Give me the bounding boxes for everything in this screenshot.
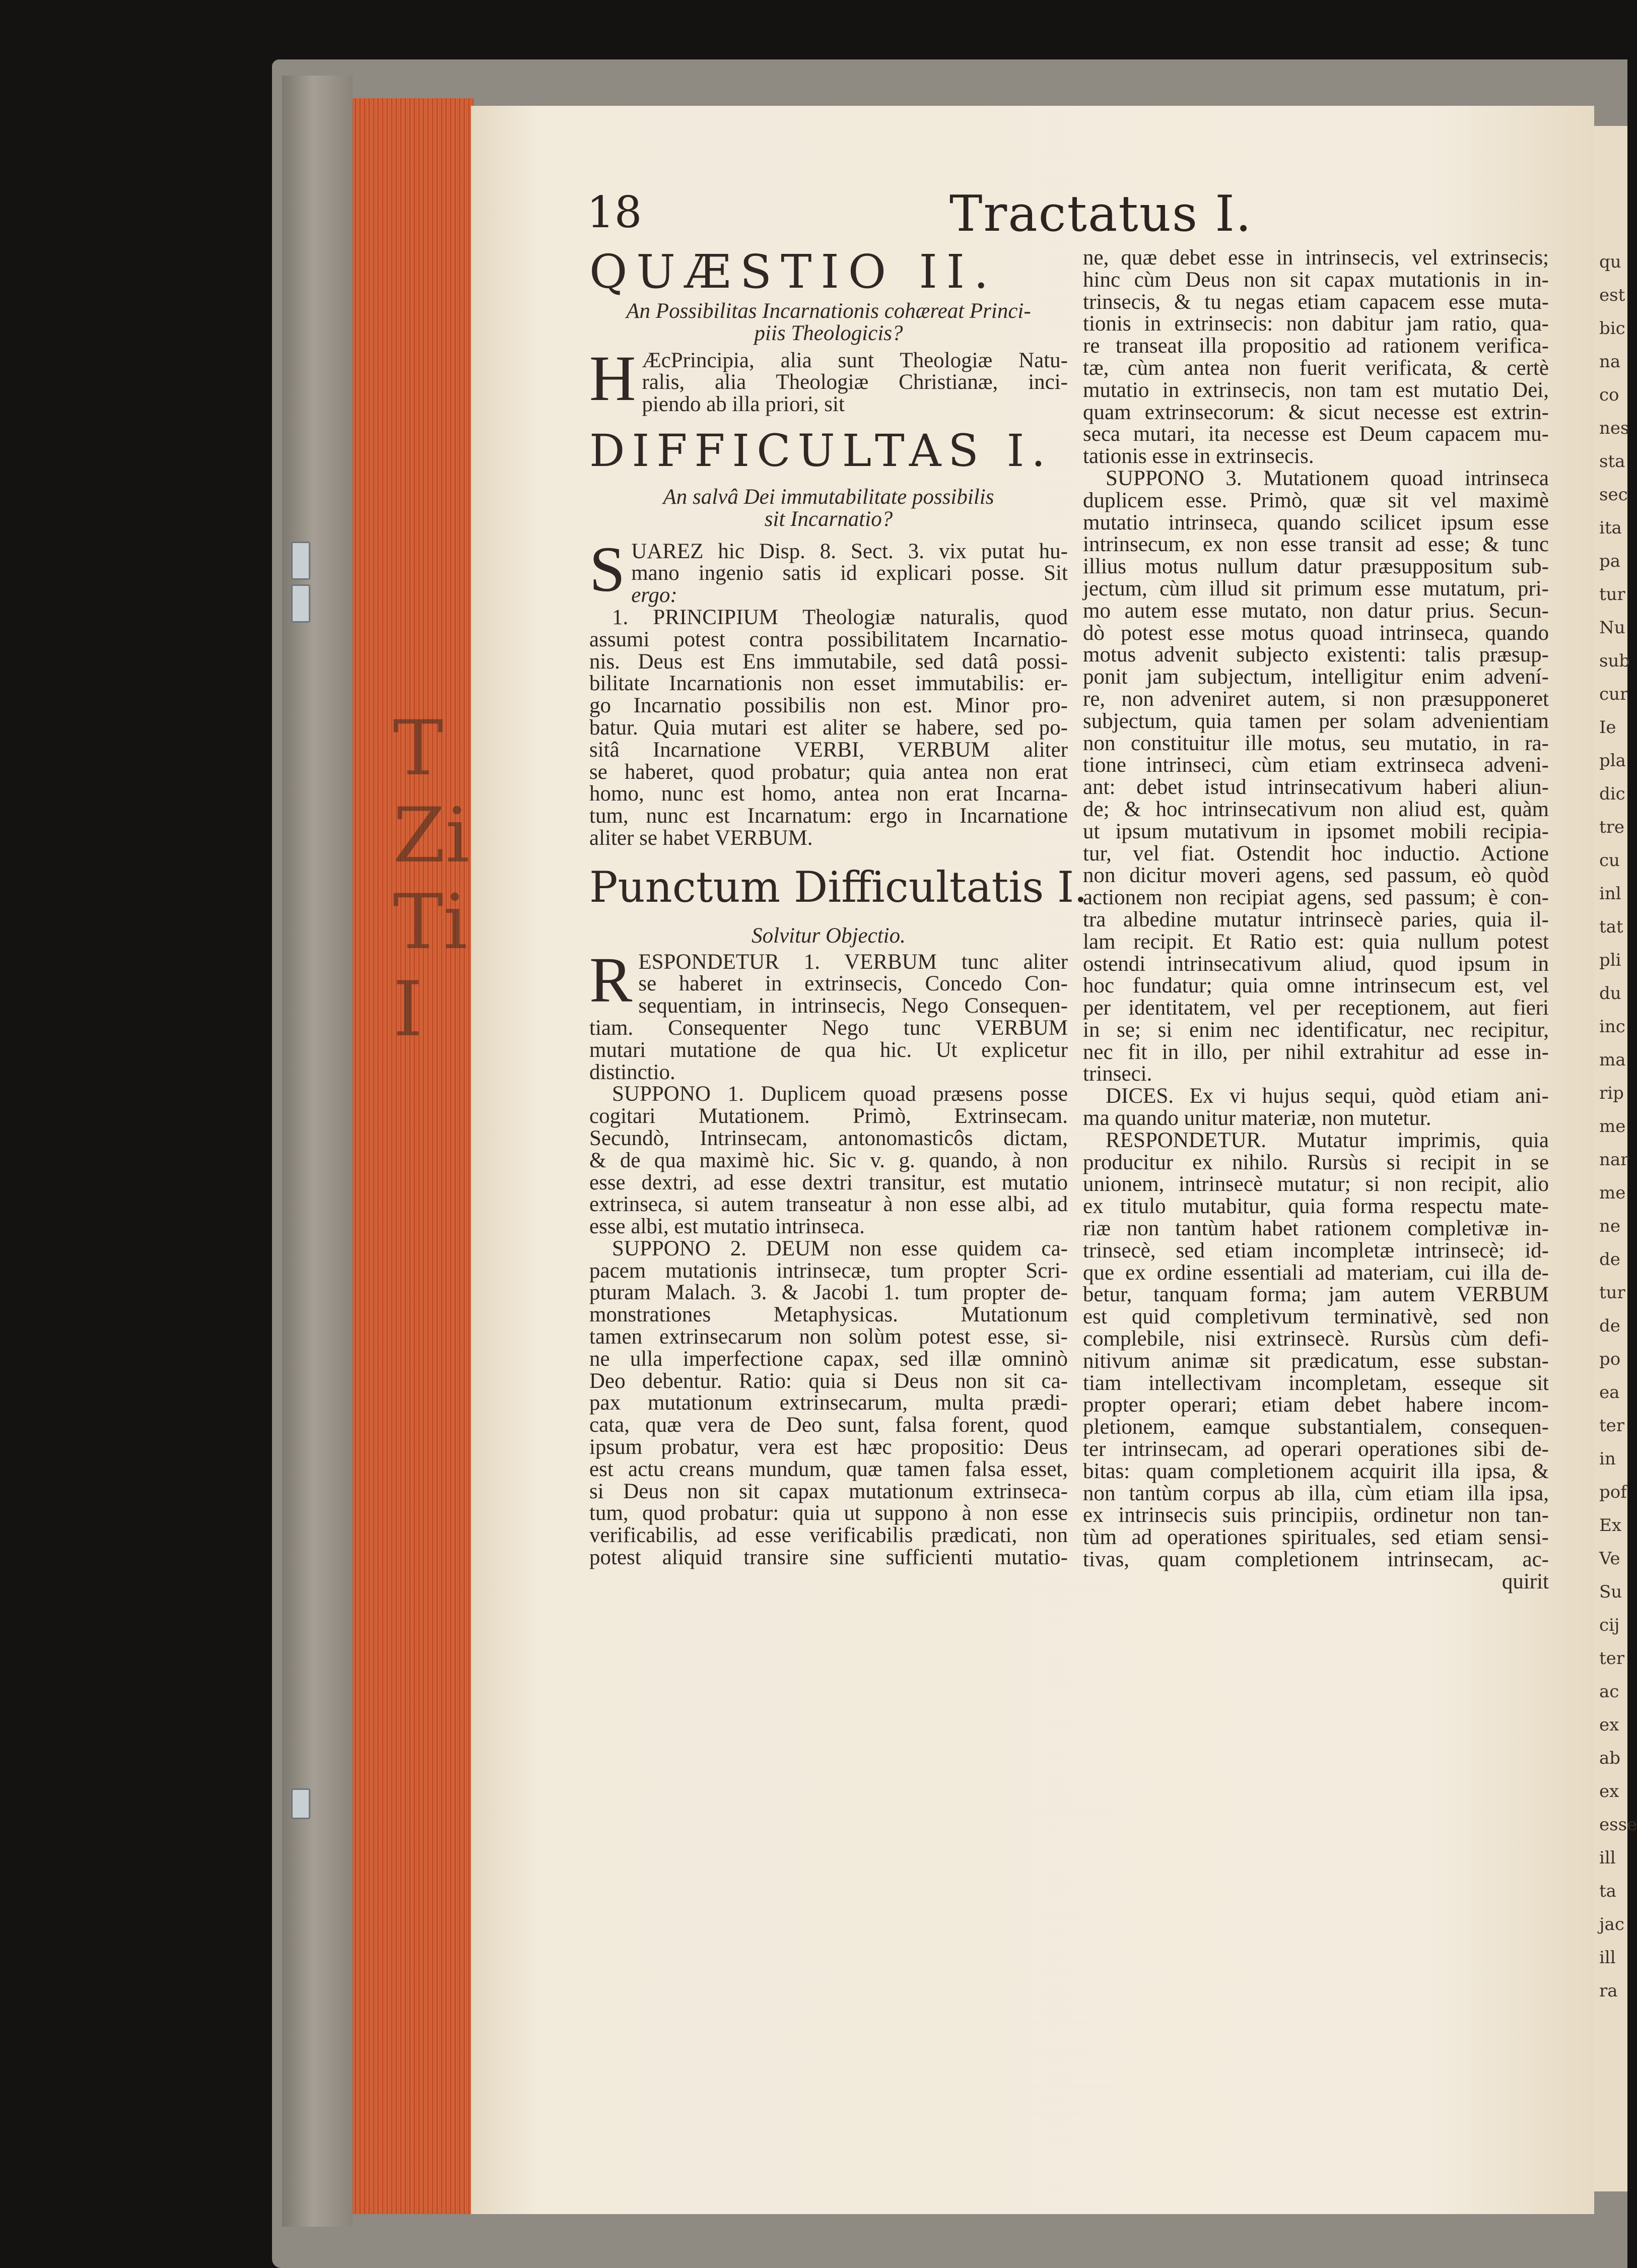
text-line: DICES. Ex vi hujus sequi, quòd etiam ani- [1106, 1084, 1549, 1108]
text-line: ralis, alia Theologiæ Christianæ, inci- [642, 370, 1068, 394]
difficultas-question: An salvâ Dei immutabilitate possibilis [663, 485, 994, 509]
text-line: trinsecè, sed etiam incompletæ intrinsecè; id- [1083, 1238, 1549, 1262]
solvitur-heading: Solvitur Objectio. [752, 923, 906, 948]
text-line: sequentiam, in intrinsecis, Nego Consequen- [638, 994, 1068, 1018]
facing-page-fragment: ita [1599, 518, 1622, 538]
text-line: piendo ab illa priori, sit [642, 392, 845, 417]
text-line: tum, quod probatur: quia ut suppono à non esse [589, 1501, 1068, 1525]
text-line: ostendi intrinsecativum aliud, quod ipsum in [1083, 952, 1549, 976]
facing-page-fragment: pof [1599, 1482, 1627, 1502]
text-line: homo, nunc est homo, antea non erat Incarna- [589, 782, 1068, 806]
text-line: distinctio. [589, 1060, 675, 1084]
text-line: mutatio intrinseca, quando scilicet ipsum esse [1083, 510, 1549, 535]
facing-page-fragment: ill [1599, 1848, 1616, 1868]
dices-paragraph [1083, 1085, 1549, 1129]
text-line: hoc fundatur; quia omne intrinsecum est, vel [1083, 974, 1549, 998]
text-line: jectum, cùm illud sit primum esse mutatum, pri- [1083, 576, 1549, 601]
facing-page-fragment: ill [1599, 1948, 1616, 1968]
text-line: se haberet in extrinsecis, Concedo Con- [638, 972, 1068, 996]
text-line: ne ulla imperfectione capax, sed illæ omninò [589, 1347, 1068, 1371]
text-line: nis. Deus est Ens immutabile, sed datâ possi- [589, 649, 1068, 674]
text-line: si Deus non sit capax mutationum extrinseca- [589, 1479, 1068, 1503]
facing-page-fragment: pli [1599, 950, 1621, 970]
text-line: ma quando unitur materiæ, non mutetur. [1083, 1106, 1431, 1130]
text-line: batur. Quia mutari est aliter se habere, sed po- [589, 715, 1068, 740]
text-line: de; & hoc intrinsecativum non aliud est, quàm [1083, 797, 1549, 821]
text-line: per identitatem, vel per receptionem, aut fieri [1083, 996, 1549, 1020]
text-line: ponit jam subjectum, intelligitur enim advení- [1083, 665, 1549, 689]
facing-page-fragment: ra [1599, 1981, 1618, 2001]
facing-page-fragment: est [1599, 285, 1625, 305]
text-line: pletionem, eamque substantialem, consequen- [1083, 1415, 1549, 1439]
facing-page-fragment: tre [1599, 817, 1625, 837]
facing-page-fragment: tat [1599, 917, 1623, 937]
facing-page-fragment: inc [1599, 1017, 1625, 1037]
suppono2-paragraph [589, 1238, 1068, 1569]
clasp-lower [291, 1788, 310, 1819]
text-line: duplicem esse. Primò, quæ sit vel maximè [1083, 488, 1549, 512]
facing-page-fragment: qu [1599, 252, 1621, 272]
facing-page-fragment: ta [1599, 1881, 1616, 1901]
text-line: RESPONDETUR. Mutatur imprimis, quia [1106, 1128, 1549, 1152]
text-line: UAREZ hic Disp. 8. Sect. 3. vix putat hu- [631, 539, 1068, 563]
cover-spine-edge [282, 76, 353, 2227]
text-line: re, non adveniret autem, si non præsupponeret [1083, 687, 1549, 711]
facing-page-fragment: Ex [1599, 1515, 1621, 1536]
facing-page-fragment: ab [1599, 1748, 1621, 1768]
text-line: illius motus nullum datur præsuppositum sub- [1083, 555, 1549, 579]
facing-page-fragment: Ie [1599, 717, 1616, 738]
text-line: in se; si enim nec identificatur, nec recipitur, [1083, 1018, 1549, 1042]
text-line: lam recipit. Et Ratio est: quia nullum potest [1083, 929, 1549, 954]
facing-page-fragment: tur [1599, 584, 1625, 605]
text-line: SUPPONO 2. DEUM non esse quidem ca- [612, 1236, 1068, 1260]
clasp-top [291, 542, 310, 580]
text-line: 1. PRINCIPIUM Theologiæ naturalis, quod [612, 605, 1068, 629]
text-line: bilitate Incarnationis non esset immutabilis: er- [589, 672, 1068, 696]
text-line: trinsecis, & tu negas etiam capacem esse muta- [1083, 290, 1549, 314]
text-line: potest aliquid transire sine sufficienti mutatio- [589, 1546, 1068, 1570]
text-line: non tantùm corpus ab illa, cùm etiam illa ipsa, [1083, 1481, 1549, 1505]
text-line: mo autem esse mutato, non datur prius. Secun- [1083, 598, 1549, 623]
text-line: est actu creans mundum, quæ tamen falsa esset, [589, 1457, 1068, 1481]
facing-page-fragment: ma [1599, 1050, 1626, 1070]
text-line: esse dextri, ad esse dextri transitur, est mutatio [589, 1170, 1068, 1194]
text-line: ex intrinsecis suis principiis, ordinetur non tan- [1083, 1503, 1549, 1527]
facing-page-fragment: cij [1599, 1615, 1620, 1635]
text-line: ipsum probatur, vera est hæc propositio: Deus [589, 1435, 1068, 1459]
text-line: hinc cùm Deus non sit capax mutationis in in- [1083, 268, 1549, 292]
facing-page-fragment: cu [1599, 850, 1620, 871]
facing-page-fragment: inl [1599, 884, 1621, 904]
bleed-through-text: T Zi Ti I [393, 705, 470, 1053]
facing-page-fragment: dic [1599, 784, 1625, 804]
text-line: tur, vel fiat. Ostendit hoc inductio. Actione [1083, 841, 1549, 865]
facing-page-fragment: esse [1599, 1815, 1637, 1835]
suppono1-paragraph [589, 1083, 1068, 1238]
text-line: assumi potest contra possibilitatem Incarnatio- [589, 627, 1068, 651]
text-line: aliter se habet VERBUM. [589, 826, 813, 850]
text-line: verificabilis, ad esse verificabilis prædicati, non [589, 1523, 1068, 1548]
text-line: pacem mutationis intrinsecæ, tum propter Scri- [589, 1258, 1068, 1283]
text-line: bitas: quam completionem acquirit illa ipsa, & [1083, 1459, 1549, 1483]
facing-page-fragment: pa [1599, 551, 1621, 571]
text-line: mutatio in extrinsecis, non tam est mutatio Dei, [1083, 378, 1549, 402]
facing-page-fragment: in [1599, 1449, 1616, 1469]
facing-page-fragment: me [1599, 1116, 1626, 1137]
text-line: ut ipsum mutativum in ipsomet mobili recipia- [1083, 819, 1549, 843]
facing-page-fragment: bic [1599, 318, 1625, 339]
page-edges-red [353, 98, 473, 2214]
text-line: ESPONDETUR 1. VERBUM tunc aliter [638, 950, 1068, 974]
facing-page-fragment: nar [1599, 1150, 1629, 1170]
facing-page-fragment: de [1599, 1316, 1620, 1336]
principium-paragraph [589, 607, 1068, 849]
text-line: monstrationes Metaphysicas. Mutationum [589, 1303, 1068, 1327]
right-column [1083, 247, 1549, 1593]
text-line: ant: debet istud intrinsecativum haberi aliun- [1083, 775, 1549, 799]
text-line: tiam. Consequenter Nego tunc VERBUM [589, 1016, 1068, 1040]
text-line: actionem non recipiat agens, sed passum; è con- [1083, 886, 1549, 910]
text-line: pax mutationum extrinsecarum, multa prædi- [589, 1391, 1068, 1415]
text-line: motus advenit subjecto existenti: talis præsup- [1083, 643, 1549, 667]
text-line: quam extrinsecorum: & sicut necesse est extrin- [1083, 400, 1549, 424]
facing-page-fragment: Nu [1599, 618, 1625, 638]
facing-page-fragment: ea [1599, 1382, 1620, 1403]
text-line: subjectum, quia tamen per solam advenientiam [1083, 709, 1549, 733]
text-line: ne, quæ debet esse in intrinsecis, vel extrinsecis; [1083, 246, 1549, 270]
facing-page-fragment: ex [1599, 1781, 1619, 1802]
facing-page-fragment: po [1599, 1349, 1621, 1369]
text-line: extrinseca, si autem transeatur à non esse albi, ad [589, 1192, 1068, 1217]
difficultas-title: DIFFICULTAS I. [589, 424, 1053, 477]
text-line: cogitari Mutationem. Primò, Extrinsecam. [589, 1104, 1068, 1128]
left-column [589, 245, 1087, 1570]
text-line: est quid completivum terminativè, sed non [1083, 1305, 1549, 1329]
text-line: que ex ordine essentiali ad materiam, cui illa de- [1083, 1260, 1549, 1285]
text-line: tionis in extrinsecis: non dabitur jam ratio, qua- [1083, 312, 1549, 336]
question-line: piis Theologicis? [754, 321, 903, 345]
running-head: Tractatus I. [949, 185, 1253, 243]
text-line: trinseci. [1083, 1062, 1152, 1086]
text-line: se haberet, quod probatur; quia antea non erat [589, 760, 1068, 784]
text-line: propter operari; etiam debet habere incom- [1083, 1393, 1549, 1417]
text-line: SUPPONO 1. Duplicem quoad præsens posse [612, 1082, 1068, 1106]
facing-page-fragment: ac [1599, 1682, 1619, 1702]
text-line: ÆcPrincipia, alia sunt Theologiæ Natu- [642, 348, 1068, 372]
text-line: nitivum animæ sit prædicatum, esse substan- [1083, 1349, 1549, 1373]
facing-page-fragment: na [1599, 352, 1621, 372]
respondetur-paragraph [589, 944, 1068, 1084]
text-line: ter intrinsecam, ad operari operationes sibi de- [1083, 1437, 1549, 1461]
drop-cap: R [589, 944, 633, 1016]
text-line: & de qua maximè hic. Sic v. g. quando, à non [589, 1148, 1068, 1172]
facing-page-fragment: sta [1599, 451, 1625, 472]
page-number: 18 [587, 187, 642, 238]
text-line: sitâ Incarnatione VERBI, VERBUM aliter [589, 738, 1068, 762]
facing-page-fragment: du [1599, 983, 1621, 1004]
facing-page-fragment: me [1599, 1183, 1626, 1203]
continuation-paragraph [1083, 247, 1549, 468]
clasp-bottom [291, 584, 310, 623]
text-line: producitur ex nihilo. Rursùs si recipit in se [1083, 1150, 1549, 1174]
text-line: go Incarnatio possibilis non est. Minor pro- [589, 694, 1068, 718]
text-line: mano ingenio satis id explicari posse. Sit [631, 561, 1068, 585]
punctum-title: Punctum Difficultatis I. [589, 862, 1087, 912]
text-line: Secundò, Intrinsecam, antonomasticôs dictam, [589, 1126, 1068, 1150]
text-line: betur, tanquam forma; jam autem VERBUM [1083, 1283, 1549, 1307]
facing-page-fragment: Su [1599, 1582, 1622, 1602]
facing-page-fragment: co [1599, 385, 1619, 405]
facing-page-fragment: pla [1599, 751, 1626, 771]
text-line: intrinsecum, ex non esse transit ad esse; & tunc [1083, 532, 1549, 557]
text-line: unionem, intrinsecè mutatur; si non recipit, alio [1083, 1172, 1549, 1196]
text-line: tum, nunc est Incarnatum: ergo in Incarnatione [589, 804, 1068, 828]
facing-page-fragment: tur [1599, 1283, 1625, 1303]
text-line: complebile, nisi extrinsecè. Rursùs cùm defi- [1083, 1327, 1549, 1351]
text-line: dò potest esse motus quoad intrinseca, quando [1083, 621, 1549, 645]
difficultas-question: sit Incarnatio? [764, 507, 893, 531]
text-line: riæ non tantùm habet rationem completivæ in- [1083, 1217, 1549, 1241]
text-line: tæ, cùm antea non fuerit verificata, & certè [1083, 356, 1549, 380]
text-line: esse albi, est mutatio intrinseca. [589, 1215, 865, 1239]
text-line: tùm ad operationes spirituales, sed etiam sensi- [1083, 1525, 1549, 1550]
text-line: nec fit in illo, per nihil extrahitur ad esse in- [1083, 1040, 1549, 1064]
text-line: seca mutari, ita necesse est Deum capacem mu- [1083, 422, 1549, 446]
facing-page-fragment: ne [1599, 1216, 1621, 1236]
text-line: tivas, quam completionem intrinsecam, ac- [1083, 1548, 1549, 1572]
text-line: tiam intellectivam incompletam, esseque sit [1083, 1371, 1549, 1395]
suppono3-paragraph [1083, 468, 1549, 1085]
text-line: mutari mutatione de qua hic. Ut explicetur [589, 1038, 1068, 1062]
intro-paragraph [589, 342, 1068, 417]
facing-page-fragment: ter [1599, 1648, 1625, 1669]
facing-page-fragment: Ve [1599, 1549, 1620, 1569]
facing-page-fragment: ex [1599, 1715, 1619, 1735]
text-line: pturam Malach. 3. & Jacobi 1. tum propter de- [589, 1281, 1068, 1305]
facing-page-fragment: jac [1599, 1914, 1624, 1935]
question-line: An Possibilitas Incarnationis cohæreat Princi- [626, 299, 1031, 323]
suarez-paragraph [589, 533, 1068, 608]
text-line: re transeat illa propositio ad rationem verifica- [1083, 334, 1549, 358]
text-line: tationis esse in extrinsecis. [1083, 444, 1314, 469]
text-line: non constituitur ille motus, seu mutatio, in ra- [1083, 731, 1549, 755]
text-line: Deo debentur. Ratio: quia si Deus non sit ca- [589, 1369, 1068, 1393]
respondetur-2-paragraph [1083, 1129, 1549, 1571]
text-line: cata, quæ vera de Deo sunt, falsa forent, quod [589, 1413, 1068, 1437]
facing-page-fragment: sec [1599, 485, 1628, 505]
text-line: tamen extrinsecarum non solùm potest esse, si- [589, 1325, 1068, 1349]
quaestio-title: QUÆSTIO II. [589, 245, 998, 299]
text-line: tione intrinseci, cùm etiam extrinseca adveni- [1083, 753, 1549, 777]
drop-cap: S [589, 533, 626, 605]
facing-page-fragment: cur [1599, 684, 1628, 704]
facing-page-fragment: rip [1599, 1083, 1624, 1103]
text-line: ex titulo mutabitur, quia forma respectu mate- [1083, 1194, 1549, 1219]
text-line: non dicitur moveri agens, sed passum, eò quòd [1083, 863, 1549, 888]
text-line: ergo: [631, 583, 677, 608]
facing-page-fragment: ter [1599, 1416, 1625, 1436]
facing-page-fragment: sub [1599, 651, 1630, 671]
catchword: quirit [1502, 1569, 1549, 1593]
text-line: tra albedine mutatur intrinsecè paries, quia il- [1083, 907, 1549, 931]
facing-page-fragment: nes [1599, 418, 1629, 438]
text-line: SUPPONO 3. Mutationem quoad intrinseca [1106, 466, 1549, 490]
facing-page-fragment: de [1599, 1249, 1620, 1270]
drop-cap: H [589, 342, 636, 414]
